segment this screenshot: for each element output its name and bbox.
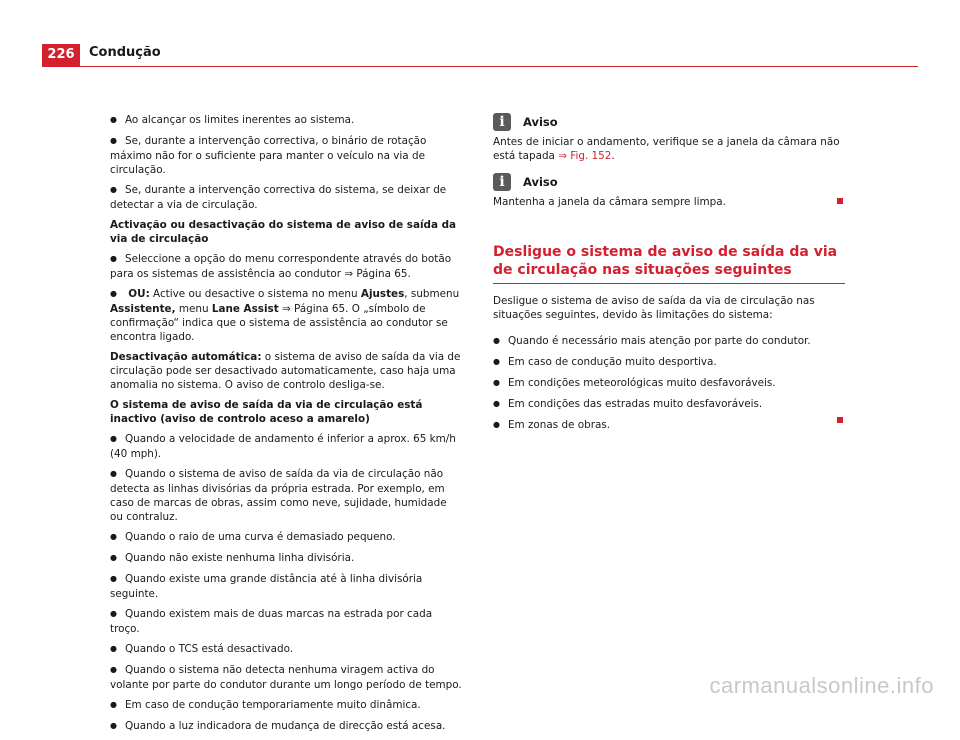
left-column — [110, 113, 462, 740]
note-text — [493, 135, 848, 163]
list-item: ● Quando o sistema de aviso de saída da via de circulação não detecta as linhas divisórias da própria estrada. Por exemplo, em caso de marcas de obras, assim como neve, sujidade, humidade ou contraluz. — [110, 467, 462, 524]
list-item: ● Quando o TCS está desactivado. — [110, 642, 462, 657]
list-item: ● Em condições meteorológicas muito desfavoráveis. — [493, 376, 848, 391]
text-span: Active ou desactive o sistema no menu — [153, 288, 358, 300]
note-title: Aviso — [523, 115, 558, 129]
page-number: 226 — [42, 44, 80, 66]
auto-deactivation-label: Desactivação automática: — [110, 351, 262, 363]
section-heading: Desligue o sistema de aviso de saída da via de circulação nas situações seguintes — [493, 243, 845, 284]
list-item: ● Quando o sistema não detecta nenhuma viragem activa do volante por parte do condutor durante um longo período de tempo. — [110, 663, 462, 692]
list-item: ● Quando é necessário mais atenção por parte do condutor. — [493, 334, 848, 349]
menu-name-lane-assist: Lane Assist — [211, 303, 279, 315]
info-icon: i — [493, 113, 511, 131]
header-divider — [42, 66, 918, 67]
text-span: Antes de iniciar o andamento, verifique se a janela da câmara não está tapada — [493, 136, 840, 162]
note-box — [493, 173, 848, 209]
auto-deactivation-paragraph — [110, 350, 462, 392]
inactive-heading: O sistema de aviso de saída da via de circulação está inactivo (aviso de controlo aceso a amarelo) — [110, 399, 423, 425]
list-item: ● Em zonas de obras. — [493, 418, 848, 433]
end-marker — [837, 198, 843, 204]
menu-name-assistente: Assistente, — [110, 303, 176, 315]
or-label: OU: — [128, 288, 150, 300]
text-span: . — [611, 150, 615, 162]
text-span: o sistema de aviso de saída da via de circulação pode ser desactivado automaticamente, caso haja uma anomalia no sistema. O aviso de controlo desliga-se. — [110, 351, 461, 391]
list-item: ● Quando existem mais de duas marcas na estrada por cada troço. — [110, 607, 462, 636]
list-item: ● Quando existe uma grande distância até à linha divisória seguinte. — [110, 572, 462, 601]
list-item — [110, 287, 462, 344]
situations-list — [493, 334, 848, 433]
list-item: ● Quando o raio de uma curva é demasiado pequeno. — [110, 530, 462, 545]
page-header — [42, 44, 918, 68]
watermark: carmanualsonline.info — [709, 673, 934, 698]
note-title: Aviso — [523, 175, 558, 189]
activation-heading: Activação ou desactivação do sistema de aviso de saída da via de circulação — [110, 219, 457, 245]
list-item: ● Se, durante a intervenção correctiva do sistema, se deixar de detectar a via de circulação. — [110, 183, 462, 212]
list-item: ● Em caso de condução temporariamente muito dinâmica. — [110, 698, 462, 713]
list-item: ● Quando a velocidade de andamento é inferior a aprox. 65 km/h (40 mph). — [110, 432, 462, 461]
right-column — [493, 113, 848, 439]
text-span: menu — [178, 303, 209, 315]
list-item: ● Quando não existe nenhuma linha divisória. — [110, 551, 462, 566]
text-span: ⇒ Página 65. O „símbolo de confirmação“ indica que o sistema de assistência ao condutor se encontra ligado. — [110, 303, 448, 343]
text-span: , submenu — [404, 288, 460, 300]
list-item: ● Seleccione a opção do menu correspondente através do botão para os sistemas de assistência ao condutor ⇒ Página 65. — [110, 252, 462, 281]
list-item: ● Se, durante a intervenção correctiva, o binário de rotação máximo não for o suficiente para manter o veículo na via de circulação. — [110, 134, 462, 177]
list-item: ● Quando a luz indicadora de mudança de direcção está acesa. — [110, 719, 462, 734]
menu-name-ajustes: Ajustes — [360, 288, 405, 300]
note-text: Mantenha a janela da câmara sempre limpa. — [493, 196, 726, 208]
note-box — [493, 113, 848, 163]
info-icon: i — [493, 173, 511, 191]
section-title: Condução — [89, 45, 161, 60]
end-marker — [837, 417, 843, 423]
figure-link[interactable]: ⇒ Fig. 152 — [558, 150, 612, 162]
list-item: ● Em caso de condução muito desportiva. — [493, 355, 848, 370]
list-item: ● Ao alcançar os limites inerentes ao sistema. — [110, 113, 462, 128]
list-item: ● Em condições das estradas muito desfavoráveis. — [493, 397, 848, 412]
intro-paragraph: Desligue o sistema de aviso de saída da via de circulação nas situações seguintes, devido às limitações do sistema: — [493, 295, 815, 321]
